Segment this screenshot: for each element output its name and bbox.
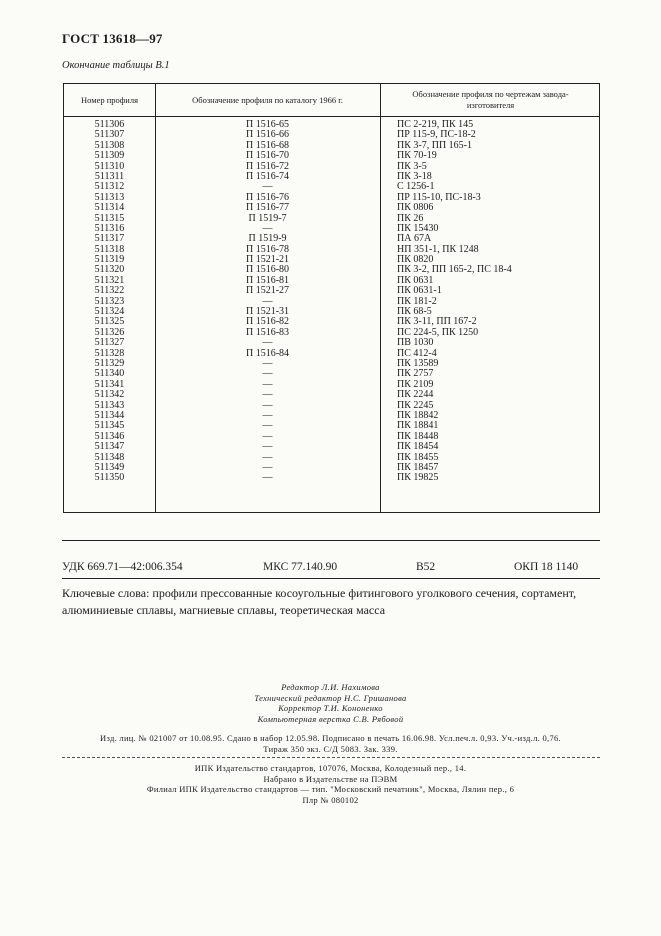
credit-editor: Редактор Л.И. Нахимова — [281, 682, 380, 692]
drawing-designation-cell: ПК 18454 — [397, 441, 439, 453]
profile-number-cell: 511324 — [94, 306, 125, 318]
drawing-designation-cell: ПК 3-11, ПП 167-2 — [397, 316, 477, 328]
catalog-designation-cell: П 1516-78 — [245, 243, 290, 255]
publication-block — [0, 733, 661, 754]
publisher-address: ИПК Издательство стандартов, 107076, Москва, Колодезный пер., 14. — [194, 763, 467, 773]
catalog-designation-cell: П 1516-83 — [245, 326, 290, 338]
okp-code: ОКП 18 1140 — [514, 561, 579, 573]
credits-block — [0, 682, 661, 724]
profile-number-cell: 511316 — [94, 222, 125, 234]
catalog-designation-cell: П 1519-7 — [248, 212, 287, 224]
publication-circulation: Тираж 350 экз. С/Д 5083. Зак. 339. — [263, 743, 398, 754]
publisher-typeset: Набрано в Издательстве на ПЭВМ — [263, 773, 398, 784]
catalog-designation-cell: — — [262, 430, 273, 442]
drawing-designation-cell: С 1256-1 — [397, 181, 435, 193]
drawing-designation-cell: ПК 18842 — [397, 409, 439, 421]
profile-number-cell: 511320 — [94, 264, 125, 276]
section-rule — [62, 540, 600, 541]
catalog-designation-cell: — — [262, 357, 273, 369]
catalog-designation-cell: — — [262, 441, 273, 453]
profile-number-cell: 511341 — [94, 378, 125, 390]
profile-number-cell: 511345 — [94, 420, 125, 432]
catalog-designation-cell: — — [262, 222, 273, 234]
credit-corrector: Корректор Т.И. Кононенко — [278, 703, 383, 713]
drawing-designation-cell: ПК 3-5 — [397, 160, 427, 172]
catalog-designation-cell: П 1516-81 — [245, 274, 290, 286]
drawing-designation-cell: ПК 19825 — [397, 472, 439, 484]
drawing-designation-cell: ПС 412-4 — [397, 347, 437, 359]
catalog-designation-cell: П 1516-65 — [245, 119, 290, 130]
drawing-designation-cell: ПР 115-10, ПС-18-3 — [397, 191, 481, 203]
header-divider — [64, 116, 599, 117]
credit-tech-editor: Технический редактор Н.С. Гришанова — [254, 692, 407, 703]
drawing-designation-cell: ПК 0820 — [397, 254, 434, 266]
profile-number-cell: 511349 — [94, 461, 125, 473]
catalog-designation-cell: — — [262, 409, 273, 421]
section-rule — [62, 578, 600, 579]
drawing-designation-cell: ПК 2757 — [397, 368, 434, 380]
profile-number-cell: 511318 — [94, 243, 125, 255]
profile-number-cell: 511311 — [94, 170, 125, 182]
catalog-designation-cell: П 1521-31 — [245, 306, 290, 318]
profile-number-cell: 511327 — [94, 337, 125, 349]
profile-number-cell: 511313 — [94, 191, 125, 203]
catalog-designation-cell: П 1516-72 — [245, 160, 290, 172]
profile-number-cell: 511325 — [94, 316, 125, 328]
profile-number-cell: 511322 — [94, 285, 125, 297]
catalog-designation-cell: П 1516-76 — [245, 191, 290, 203]
b-code: В52 — [416, 561, 436, 573]
drawing-designation-cell: ПК 18457 — [397, 461, 439, 473]
drawing-designation-cell: ПК 181-2 — [397, 295, 437, 307]
catalog-designation-cell: — — [262, 389, 273, 401]
profile-number-cell: 511309 — [94, 150, 125, 162]
document-header: ГОСТ 13618—97 — [62, 31, 163, 46]
drawing-designation-cell: ПК 2109 — [397, 378, 434, 390]
catalog-designation-cell: П 1516-77 — [245, 202, 290, 214]
header-drawing-designation: Обозначение профиля по чертежам завода-изготовителя — [412, 89, 569, 110]
publisher-block — [0, 763, 661, 805]
profile-number-cell: 511317 — [94, 233, 125, 245]
header-catalog-designation: Обозначение профиля по каталогу 1966 г. — [192, 94, 343, 105]
credit-layout: Компьютерная верстка С.В. Рябовой — [257, 713, 404, 724]
catalog-designation-cell: П 1516-74 — [245, 170, 290, 182]
publisher-branch: Филиал ИПК Издательство стандартов — тип. "Московский печатник", Москва, Лялин пер., 6 — [146, 784, 515, 794]
catalog-designation-cell: П 1516-80 — [245, 264, 290, 276]
profile-number-cell: 511321 — [94, 274, 125, 286]
catalog-designation-cell: П 1519-9 — [248, 233, 287, 245]
profile-number-cell: 511323 — [94, 295, 125, 307]
drawing-designation-cell: ПР 115-9, ПС-18-2 — [397, 129, 476, 141]
catalog-designation-cell: П 1521-21 — [245, 254, 290, 266]
profile-number-cell: 511340 — [94, 368, 125, 380]
dashed-divider — [62, 757, 600, 758]
drawing-designation-cell: ПК 0631-1 — [397, 285, 442, 297]
profile-number-cell: 511329 — [94, 357, 125, 369]
drawing-designation-cell: ПВ 1030 — [397, 337, 434, 349]
catalog-designation-cell: — — [262, 181, 273, 193]
drawing-designation-cell: ПА 67А — [397, 233, 432, 245]
drawing-designation-cell: ПК 2245 — [397, 399, 434, 411]
catalog-designation-cell: — — [262, 461, 273, 473]
profile-number-cell: 511315 — [94, 212, 125, 224]
profile-number-cell: 511308 — [94, 139, 125, 151]
drawing-designation-cell: ПК 26 — [397, 212, 424, 224]
profile-number-cell: 511314 — [94, 202, 125, 214]
drawing-designation-cell: ПС 224-5, ПК 1250 — [397, 326, 479, 338]
profiles-table — [63, 83, 600, 513]
catalog-designation-cell: П 1516-68 — [245, 139, 290, 151]
profile-number-cell: 511348 — [94, 451, 125, 463]
profile-number-cell: 511306 — [94, 119, 125, 130]
catalog-designation-cell: — — [262, 420, 273, 432]
publication-details: Изд. лиц. № 021007 от 10.08.95. Сдано в набор 12.05.98. Подписано в печать 16.06.98. Усл.печ.л. 0,93. Уч.-изд.л. 0,76. — [100, 733, 561, 743]
profile-number-cell: 511343 — [94, 399, 125, 411]
publisher-license: Плр № 080102 — [302, 794, 359, 805]
catalog-designation-cell: — — [262, 472, 273, 484]
profile-number-cell: 511350 — [94, 472, 125, 484]
drawing-designation-cell: ПК 0806 — [397, 202, 434, 214]
profile-number-cell: 511310 — [94, 160, 125, 172]
drawing-designation-cell: ПК 2244 — [397, 389, 434, 401]
drawing-designation-cell: ПК 0631 — [397, 274, 434, 286]
drawing-designation-cell: ПК 18448 — [397, 430, 439, 442]
profile-number-cell: 511344 — [94, 409, 125, 421]
column-catalog-designations — [155, 120, 380, 484]
column-profile-numbers — [64, 120, 155, 484]
catalog-designation-cell: — — [262, 295, 273, 307]
drawing-designation-cell: ПС 2-219, ПК 145 — [397, 119, 474, 130]
profile-number-cell: 511319 — [94, 254, 125, 266]
catalog-designation-cell: — — [262, 451, 273, 463]
profile-number-cell: 511307 — [94, 129, 125, 141]
drawing-designation-cell: ПК 68-5 — [397, 306, 432, 318]
catalog-designation-cell: П 1516-82 — [245, 316, 290, 328]
drawing-designation-cell: ПК 3-18 — [397, 170, 432, 182]
profile-number-cell: 511342 — [94, 389, 125, 401]
catalog-designation-cell: П 1516-66 — [245, 129, 290, 141]
drawing-designation-cell: ПК 70-19 — [397, 150, 437, 162]
catalog-designation-cell: — — [262, 337, 273, 349]
catalog-designation-cell: — — [262, 378, 273, 390]
profile-number-cell: 511346 — [94, 430, 125, 442]
keywords: Ключевые слова: профили прессованные косоугольные фитингового уголкового сечения, сортамент, алюминиевые сплавы, магниевые сплавы, теоретическая масса — [62, 586, 577, 617]
column-drawing-designations — [397, 120, 597, 484]
profile-number-cell: 511328 — [94, 347, 125, 359]
catalog-designation-cell: — — [262, 368, 273, 380]
drawing-designation-cell: ПК 18455 — [397, 451, 439, 463]
catalog-designation-cell: П 1516-84 — [245, 347, 290, 359]
table-caption: Окончание таблицы В.1 — [62, 60, 170, 71]
header-profile-number: Номер профиля — [80, 94, 138, 105]
drawing-designation-cell: НП 351-1, ПК 1248 — [397, 243, 479, 255]
catalog-designation-cell: П 1521-27 — [245, 285, 290, 297]
profile-number-cell: 511347 — [94, 441, 125, 453]
drawing-designation-cell: ПК 13589 — [397, 357, 439, 369]
drawing-designation-cell: ПК 3-2, ПП 165-2, ПС 18-4 — [397, 264, 512, 276]
drawing-designation-cell: ПК 15430 — [397, 222, 439, 234]
drawing-designation-cell: ПК 18841 — [397, 420, 439, 432]
drawing-designation-cell: ПК 3-7, ПП 165-1 — [397, 139, 472, 151]
udk-code: УДК 669.71—42:006.354 — [62, 561, 183, 573]
column-divider — [380, 84, 381, 512]
mks-code: МКС 77.140.90 — [263, 561, 338, 573]
catalog-designation-cell: П 1516-70 — [245, 150, 290, 162]
profile-number-cell: 511326 — [94, 326, 125, 338]
profile-number-cell: 511312 — [94, 181, 125, 193]
catalog-designation-cell: — — [262, 399, 273, 411]
